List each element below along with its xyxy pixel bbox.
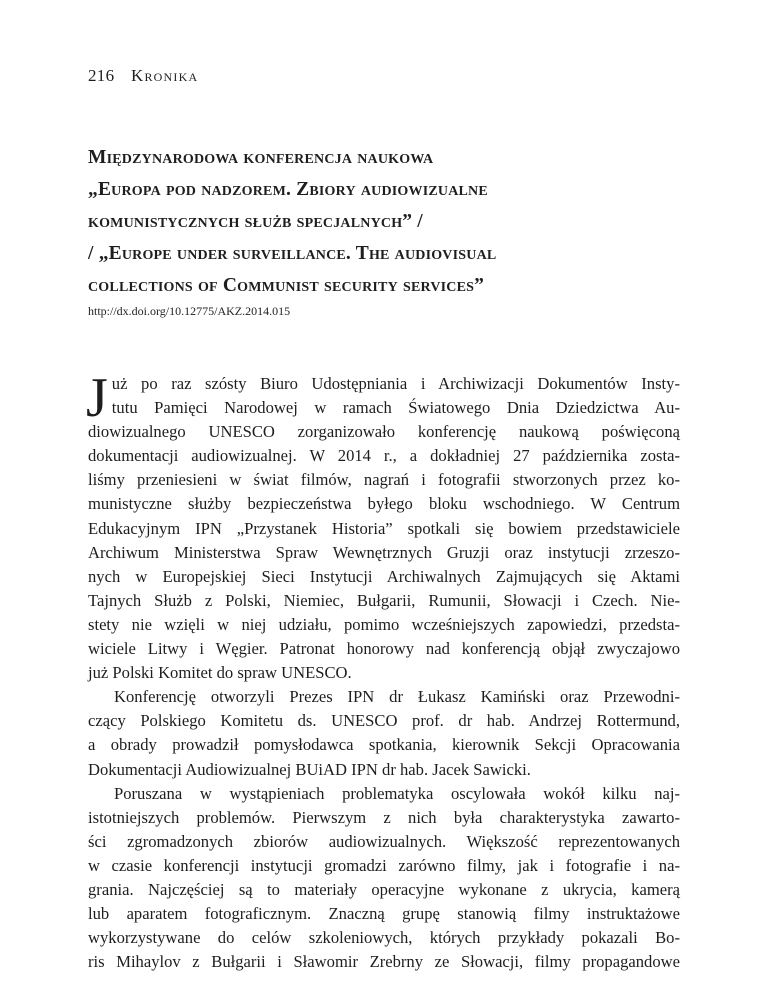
text-line: w czasie konferencji instytucji gromadzi zarówno filmy, jak i fotografie i na- xyxy=(88,855,680,875)
text-line: Edukacyjnym IPN „Przystanek Historia” spotkali się bowiem przedstawiciele xyxy=(88,518,680,538)
title-line: collections of Communist security services” xyxy=(88,275,485,296)
text-line: wiciele Litwy i Węgier. Patronat honorowy nad konferencją objął zwyczajowo xyxy=(88,639,680,659)
text-line: już Polski Komitet do spraw UNESCO. xyxy=(88,663,352,683)
text-line: Konferencję otworzyli Prezes IPN dr Łukasz Kamiński oraz Przewodni- xyxy=(114,687,680,707)
article-body xyxy=(86,367,680,974)
text-line: munistyczne służby bezpieczeństwa byłego bloku wschodniego. W Centrum xyxy=(88,494,680,514)
paragraph xyxy=(86,367,680,685)
text-line: diowizualnego UNESCO zorganizowało konferencję naukową poświęconą xyxy=(88,422,680,442)
title-line: komunistycznych służb specjalnych” / xyxy=(88,211,423,232)
drop-cap: J xyxy=(86,367,108,429)
title-line: / „Europe under surveillance. The audiovisual xyxy=(88,243,497,264)
text-line: Poruszana w wystąpieniach problematyka oscylowała wokół kilku naj- xyxy=(114,783,680,803)
text-line: Dokumentacji Audiowizualnej BUiAD IPN dr hab. Jacek Sawicki. xyxy=(88,759,531,779)
text-line: liśmy przeniesieni w świat filmów, nagrań i fotografii stworzonych przez ko- xyxy=(88,470,680,490)
text-line: stety nie wzięli w niej udziału, pomimo wcześniejszych zapowiedzi, przedsta- xyxy=(88,614,680,634)
text-line: nych w Europejskiej Sieci Instytucji Archiwalnych Zajmujących się Aktami xyxy=(88,566,680,586)
text-line: uż po raz szósty Biuro Udostępniania i Archiwizacji Dokumentów Insty- xyxy=(111,374,680,393)
text-line: Tajnych Służb z Polski, Niemiec, Bułgarii, Rumunii, Słowacji i Czech. Nie- xyxy=(88,590,680,610)
paragraph xyxy=(88,685,680,781)
text-line: ris Mihaylov z Bułgarii i Sławomir Zrebrny ze Słowacji, filmy propagandowe xyxy=(88,952,680,972)
text-line: wykorzystywane do celów szkoleniowych, których przykłady pokazali Bo- xyxy=(88,928,680,948)
running-head xyxy=(88,66,198,86)
article-title xyxy=(88,142,688,302)
text-line: ści zgromadzonych zbiorów audiowizualnych. Większość reprezentowanych xyxy=(88,831,680,851)
section-name: Kronika xyxy=(130,66,199,85)
text-line: dokumentacji audiowizualnej. W 2014 r., a dokładniej 27 października zosta- xyxy=(88,446,680,466)
text-line: grania. Najczęściej są to materiały operacyjne wykonane z ukrycia, kamerą xyxy=(88,879,680,899)
doi-link[interactable]: http://dx.doi.org/10.12775/AKZ.2014.015 xyxy=(88,304,291,318)
title-line: Międzynarodowa konferencja naukowa xyxy=(88,147,434,168)
text-line: istotniejszych problemów. Pierwszym z nich była charakterystyka zawarto- xyxy=(88,807,680,827)
page-number: 216 xyxy=(88,66,115,85)
text-line: Archiwum Ministerstwa Spraw Wewnętrznych Gruzji oraz instytucji zrzeszo- xyxy=(88,542,680,562)
title-line: „Europa pod nadzorem. Zbiory audiowizualne xyxy=(88,179,488,200)
text-line: lub aparatem fotograficznym. Znaczną grupę stanowią filmy instruktażowe xyxy=(88,904,680,924)
text-line: a obrady prowadził pomysłodawca spotkania, kierownik Sekcji Opracowania xyxy=(88,735,680,755)
paragraph xyxy=(88,782,680,975)
text-line: czący Polskiego Komitetu ds. UNESCO prof. dr hab. Andrzej Rottermund, xyxy=(88,711,680,731)
text-line: tutu Pamięci Narodowej w ramach Światowego Dnia Dziedzictwa Au- xyxy=(111,398,680,418)
